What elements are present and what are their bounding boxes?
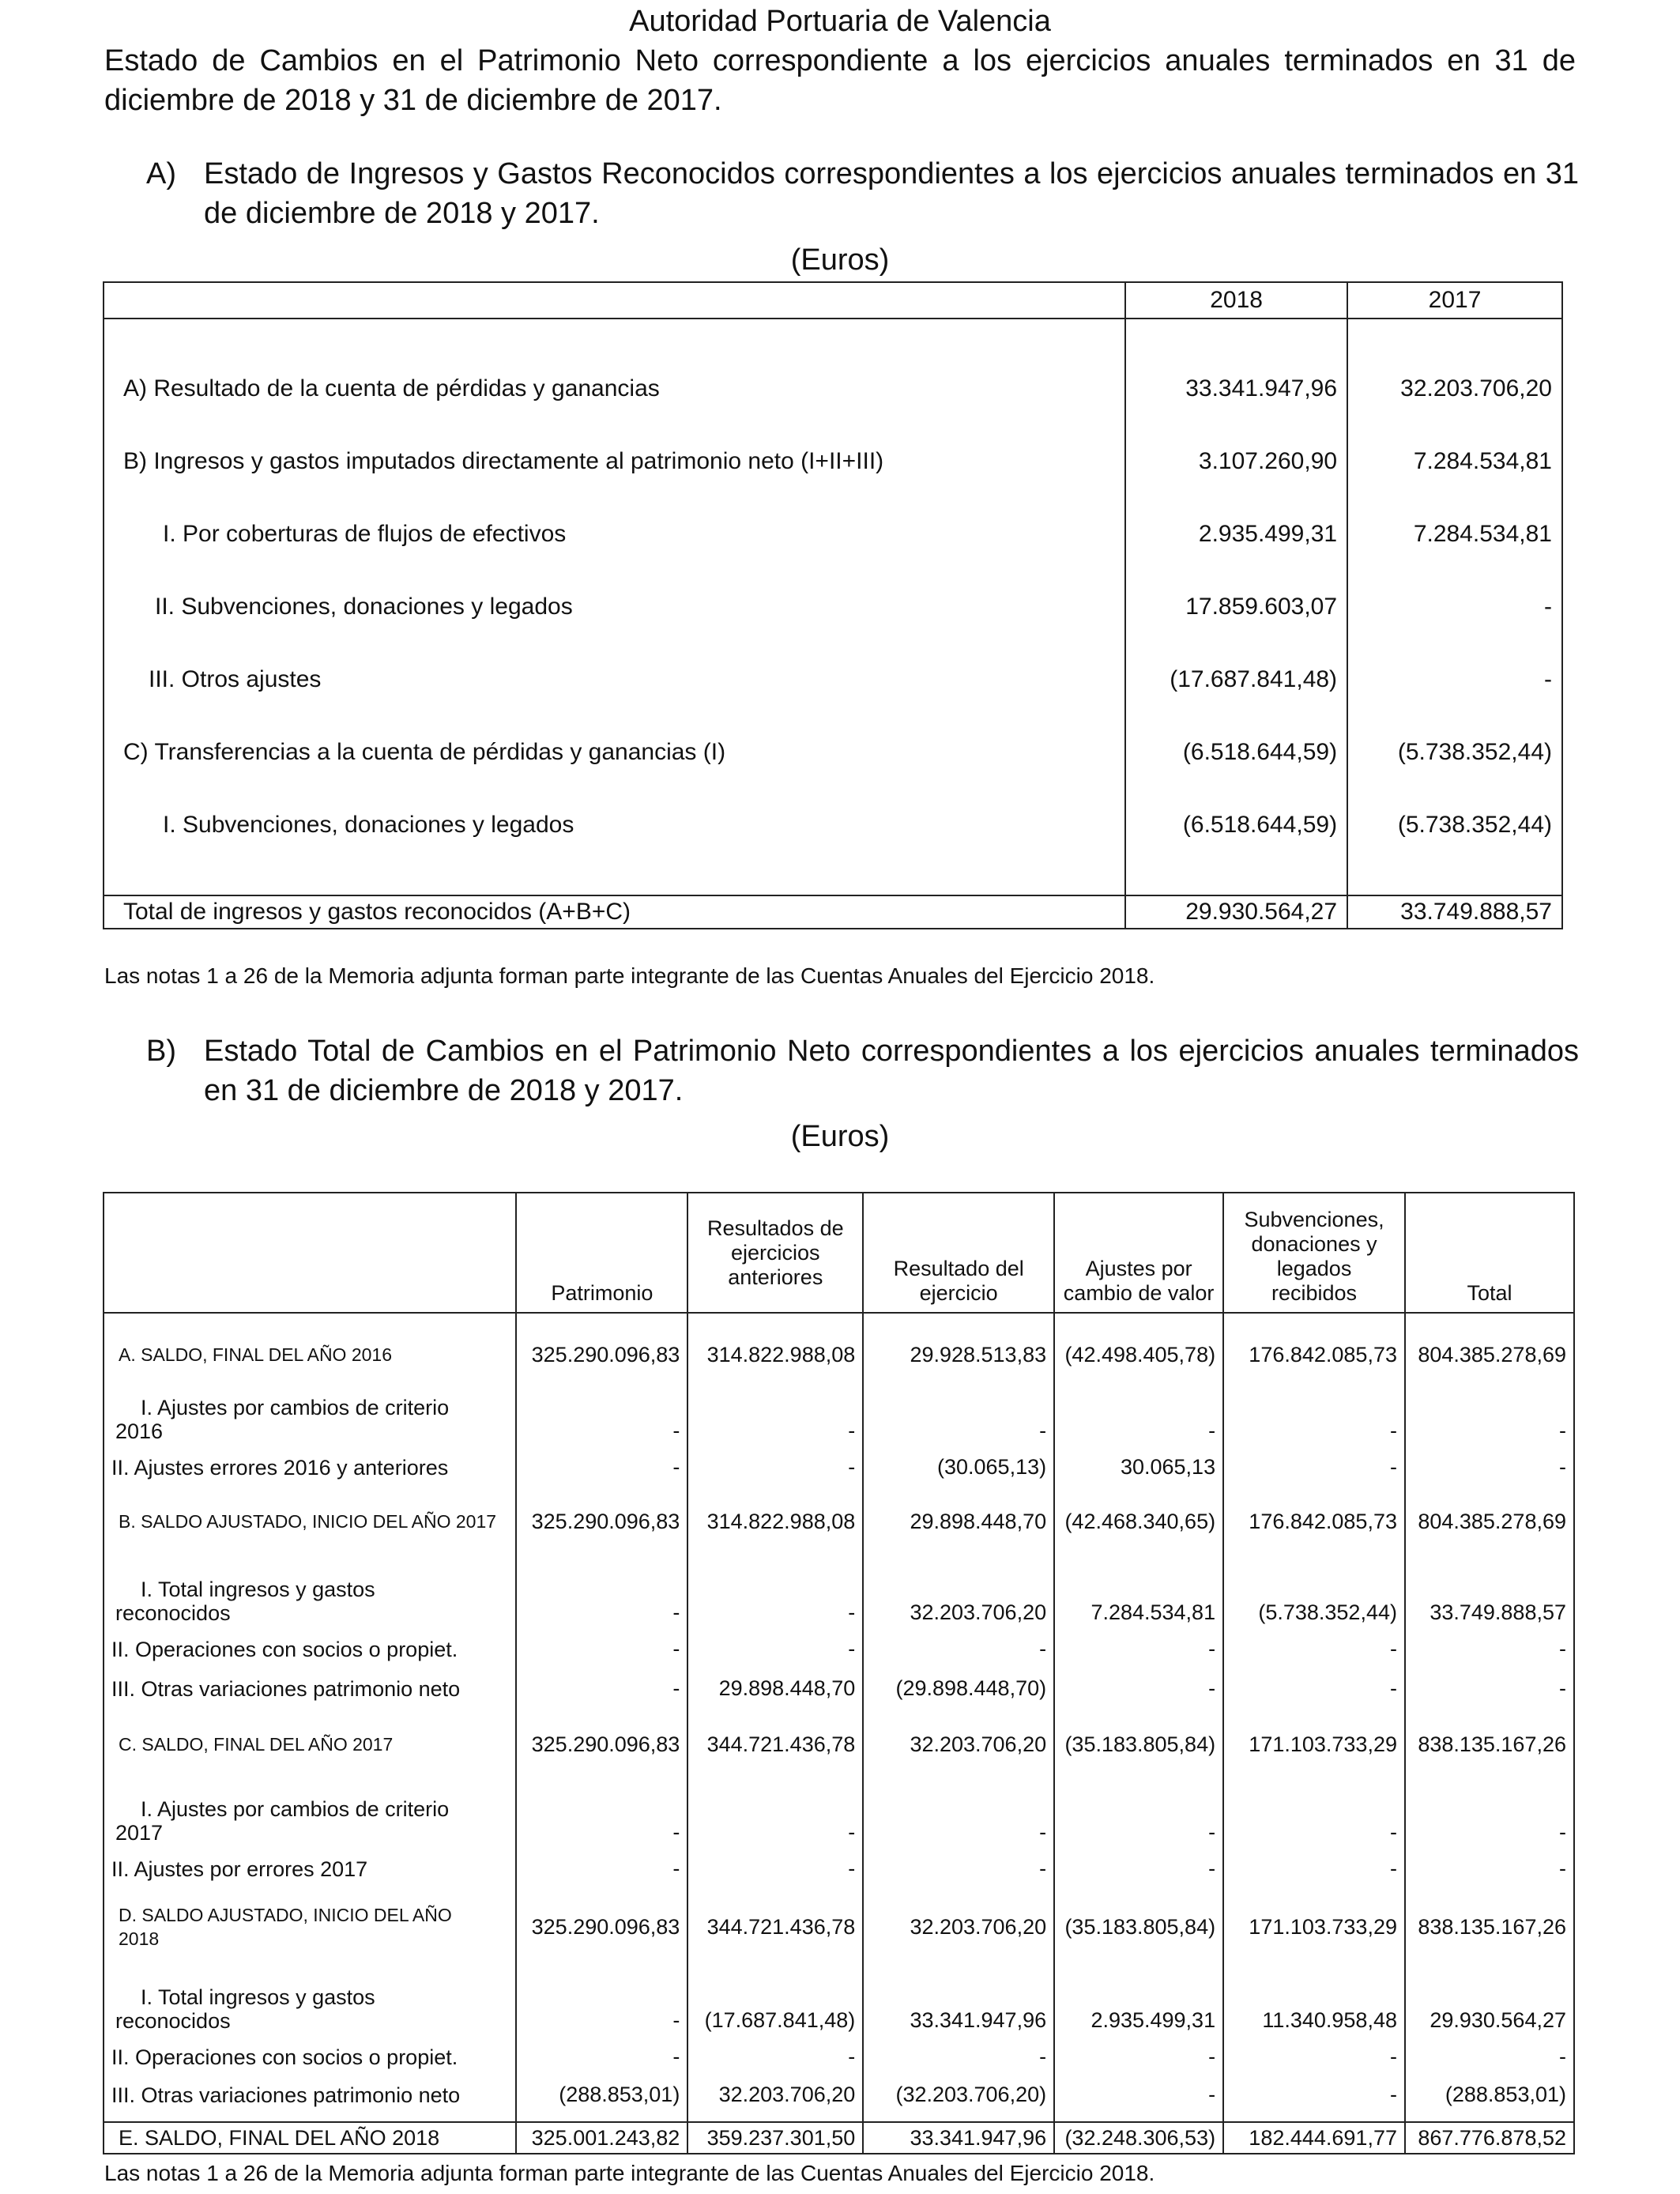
row-value: (35.183.805,84) [1054, 1886, 1223, 1968]
row-value: 32.203.706,20 [863, 1706, 1054, 1783]
row-label: B) Ingresos y gastos imputados directamente al patrimonio neto (I+II+III) [104, 425, 1125, 498]
table-row [104, 1968, 1574, 2038]
row-label: I. Total ingresos y gastos [141, 1985, 375, 2009]
header-ajustes-valor: Ajustes por cambio de valor [1054, 1193, 1223, 1313]
row-value: - [516, 1448, 687, 1484]
document-title: Estado de Cambios en el Patrimonio Neto correspondiente a los ejercicios anuales terminados en 31 de diciembre de 2018 y 31 de diciembre de 2017. [104, 44, 1576, 117]
row-value: - [1405, 1849, 1574, 1886]
row-value: - [1054, 1630, 1223, 1666]
row-value: - [1223, 1783, 1405, 1849]
row-value: 2.935.499,31 [1054, 1968, 1223, 2038]
row-value: 325.290.096,83 [516, 1484, 687, 1559]
row-value: - [863, 1783, 1054, 1849]
row-label: II. Operaciones con socios o propiet. [111, 2045, 458, 2069]
row-value: (288.853,01) [1405, 2074, 1574, 2112]
row-label-cell [104, 1323, 516, 1386]
row-value: - [687, 1849, 863, 1886]
row-value: 33.341.947,96 [863, 1968, 1054, 2038]
value-2018: 33.341.947,96 [1125, 352, 1347, 425]
row-value: - [1405, 1448, 1574, 1484]
row-label-cell [104, 1559, 516, 1630]
value-2017: (5.738.352,44) [1347, 716, 1562, 789]
header-resultado-ejercicio: Resultado del ejercicio [863, 1193, 1054, 1313]
total-value: (32.248.306,53) [1054, 2122, 1223, 2154]
row-label: II. Ajustes por errores 2017 [111, 1857, 368, 1881]
row-value: (30.065,13) [863, 1448, 1054, 1484]
row-value: - [863, 1386, 1054, 1448]
row-value: - [516, 1630, 687, 1666]
row-value: - [863, 1630, 1054, 1666]
row-value: - [516, 1559, 687, 1630]
row-value: (35.183.805,84) [1054, 1706, 1223, 1783]
total-value: 867.776.878,52 [1405, 2122, 1574, 2154]
row-value: 11.340.958,48 [1223, 1968, 1405, 2038]
section-a-title: Estado de Ingresos y Gastos Reconocidos correspondientes a los ejercicios anuales terminados en 31 de diciembre de 2018 y 2017. [204, 157, 1579, 230]
row-label-cell [104, 2038, 516, 2074]
row-value: 325.290.096,83 [516, 1886, 687, 1968]
row-value: (288.853,01) [516, 2074, 687, 2112]
header-label-cell [104, 282, 1125, 319]
row-value: - [687, 1386, 863, 1448]
row-value: 344.721.436,78 [687, 1886, 863, 1968]
row-label-cell [104, 1386, 516, 1448]
row-label-cell [104, 1630, 516, 1666]
row-value: 325.290.096,83 [516, 1323, 687, 1386]
row-value: - [687, 1630, 863, 1666]
row-value: 171.103.733,29 [1223, 1706, 1405, 1783]
row-value: 7.284.534,81 [1054, 1559, 1223, 1630]
equity-changes-table [103, 1192, 1575, 2154]
row-label-cell [104, 1886, 516, 1968]
organization-name: Autoridad Portuaria de Valencia [629, 5, 1051, 38]
row-value: - [687, 1448, 863, 1484]
value-2018: (17.687.841,48) [1125, 643, 1347, 716]
row-label: II. Operaciones con socios o propiet. [111, 1638, 458, 1661]
table-row [104, 425, 1562, 498]
row-value: - [1223, 1630, 1405, 1666]
income-expense-table [103, 281, 1563, 929]
value-2017: 7.284.534,81 [1347, 425, 1562, 498]
table-row [104, 2074, 1574, 2112]
row-value: 29.930.564,27 [1405, 1968, 1574, 2038]
row-value: 30.065,13 [1054, 1448, 1223, 1484]
row-value: (32.203.706,20) [863, 2074, 1054, 2112]
total-value: 359.237.301,50 [687, 2122, 863, 2154]
row-value: - [1405, 1666, 1574, 1706]
section-b-letter: B) [146, 1035, 176, 1068]
row-label: I. Ajustes por cambios de criterio [141, 1396, 450, 1419]
row-value: - [1054, 1849, 1223, 1886]
total-label: E. SALDO, FINAL DEL AÑO 2018 [104, 2122, 516, 2154]
row-label-continuation: reconocidos [115, 1601, 231, 1625]
value-2017: - [1347, 571, 1562, 643]
row-label: III. Otras variaciones patrimonio neto [111, 1677, 461, 1701]
header-patrimonio: Patrimonio [516, 1193, 687, 1313]
section-a-unit: (Euros) [790, 243, 890, 277]
value-2018: 17.859.603,07 [1125, 571, 1347, 643]
table-row [104, 1448, 1574, 1484]
row-value: - [1054, 1783, 1223, 1849]
row-value: 838.135.167,26 [1405, 1886, 1574, 1968]
row-value: 29.898.448,70 [863, 1484, 1054, 1559]
row-label-cell [104, 1706, 516, 1783]
row-value: - [1223, 1386, 1405, 1448]
row-label: I. Por coberturas de flujos de efectivos [104, 498, 1125, 571]
table-row [104, 1706, 1574, 1783]
value-2017: 7.284.534,81 [1347, 498, 1562, 571]
row-value: (17.687.841,48) [687, 1968, 863, 2038]
row-value: 32.203.706,20 [863, 1886, 1054, 1968]
row-value: - [1054, 2038, 1223, 2074]
row-value: - [1405, 1783, 1574, 1849]
header-resultados-anteriores: Resultados de ejercicios anteriores [687, 1193, 863, 1313]
section-b-note: Las notas 1 a 26 de la Memoria adjunta forman parte integrante de las Cuentas Anuales del Ejercicio 2018. [104, 2161, 1155, 2185]
section-a-note: Las notas 1 a 26 de la Memoria adjunta forman parte integrante de las Cuentas Anuales del Ejercicio 2018. [104, 963, 1155, 988]
table-row [104, 716, 1562, 789]
table-row [104, 2038, 1574, 2074]
table-row [104, 352, 1562, 425]
total-value: 325.001.243,82 [516, 2122, 687, 2154]
total-row [104, 895, 1562, 929]
row-value: - [687, 2038, 863, 2074]
total-2017: 33.749.888,57 [1347, 895, 1562, 929]
table-row [104, 643, 1562, 716]
row-value: - [516, 1849, 687, 1886]
row-value: 29.928.513,83 [863, 1323, 1054, 1386]
table-row [104, 1849, 1574, 1886]
row-label: D. SALDO AJUSTADO, INICIO DEL AÑO [119, 1905, 452, 1925]
total-2018: 29.930.564,27 [1125, 895, 1347, 929]
row-value: (29.898.448,70) [863, 1666, 1054, 1706]
row-value: - [687, 1783, 863, 1849]
row-label-cell [104, 2074, 516, 2112]
row-value: 314.822.988,08 [687, 1484, 863, 1559]
table-row [104, 1386, 1574, 1448]
row-value: - [516, 1783, 687, 1849]
row-label: III. Otros ajustes [104, 643, 1125, 716]
row-label-cell [104, 1666, 516, 1706]
table-header [104, 282, 1562, 319]
row-value: (42.468.340,65) [1054, 1484, 1223, 1559]
row-value: - [516, 1386, 687, 1448]
row-value: 32.203.706,20 [863, 1559, 1054, 1630]
row-value: - [687, 1559, 863, 1630]
table-row [104, 1666, 1574, 1706]
total-value: 33.341.947,96 [863, 2122, 1054, 2154]
row-label: A) Resultado de la cuenta de pérdidas y ganancias [104, 352, 1125, 425]
total-row [104, 2122, 1574, 2154]
row-value: - [1054, 2074, 1223, 2112]
row-label-cell [104, 1783, 516, 1849]
header-label-cell [104, 1193, 516, 1313]
row-value: - [1223, 1849, 1405, 1886]
row-value: - [1223, 1448, 1405, 1484]
row-value: - [863, 2038, 1054, 2074]
table-row [104, 498, 1562, 571]
value-2018: (6.518.644,59) [1125, 789, 1347, 861]
table-header [104, 1193, 1574, 1313]
row-value: - [1223, 2074, 1405, 2112]
header-2018: 2018 [1125, 282, 1347, 319]
row-value: 176.842.085,73 [1223, 1323, 1405, 1386]
row-value: - [863, 1849, 1054, 1886]
row-value: - [1405, 2038, 1574, 2074]
row-label: I. Ajustes por cambios de criterio [141, 1797, 450, 1821]
row-label: B. SALDO AJUSTADO, INICIO DEL AÑO 2017 [119, 1511, 497, 1532]
table-row [104, 1484, 1574, 1559]
table-row [104, 1886, 1574, 1968]
row-value: - [1223, 1666, 1405, 1706]
total-label: Total de ingresos y gastos reconocidos (A+B+C) [104, 895, 1125, 929]
row-value: (5.738.352,44) [1223, 1559, 1405, 1630]
row-value: - [1405, 1386, 1574, 1448]
section-b-unit: (Euros) [790, 1120, 890, 1153]
header-2017: 2017 [1347, 282, 1562, 319]
row-label-cell [104, 1448, 516, 1484]
header-subvenciones: Subvenciones, donaciones y legados recibidos [1223, 1193, 1405, 1313]
row-value: - [1405, 1630, 1574, 1666]
total-value: 182.444.691,77 [1223, 2122, 1405, 2154]
row-label-cell [104, 1849, 516, 1886]
row-value: 33.749.888,57 [1405, 1559, 1574, 1630]
row-label-continuation: 2017 [115, 1821, 164, 1845]
row-value: - [1054, 1386, 1223, 1448]
row-label: I. Subvenciones, donaciones y legados [104, 789, 1125, 861]
section-a-letter: A) [146, 157, 176, 190]
value-2017: (5.738.352,44) [1347, 789, 1562, 861]
row-value: - [516, 1968, 687, 2038]
value-2018: 2.935.499,31 [1125, 498, 1347, 571]
row-value: 171.103.733,29 [1223, 1886, 1405, 1968]
row-value: 344.721.436,78 [687, 1706, 863, 1783]
table-row [104, 571, 1562, 643]
row-value: 804.385.278,69 [1405, 1484, 1574, 1559]
row-label-cell [104, 1484, 516, 1559]
row-value: - [1054, 1666, 1223, 1706]
header-total: Total [1405, 1193, 1574, 1313]
value-2017: 32.203.706,20 [1347, 352, 1562, 425]
row-value: - [516, 1666, 687, 1706]
row-value: 838.135.167,26 [1405, 1706, 1574, 1783]
row-label: C. SALDO, FINAL DEL AÑO 2017 [119, 1734, 394, 1755]
row-value: - [1223, 2038, 1405, 2074]
table-row [104, 1783, 1574, 1849]
row-label: C) Transferencias a la cuenta de pérdidas y ganancias (I) [104, 716, 1125, 789]
section-b-title: Estado Total de Cambios en el Patrimonio Neto correspondientes a los ejercicios anuales terminados en 31 de diciembre de 2018 y 2017. [204, 1035, 1579, 1107]
table-row [104, 1323, 1574, 1386]
value-2018: (6.518.644,59) [1125, 716, 1347, 789]
row-label: II. Subvenciones, donaciones y legados [104, 571, 1125, 643]
row-value: 176.842.085,73 [1223, 1484, 1405, 1559]
table-row [104, 1630, 1574, 1666]
row-label-cell [104, 1968, 516, 2038]
row-label-continuation: 2016 [115, 1419, 164, 1443]
row-value: 325.290.096,83 [516, 1706, 687, 1783]
row-label-continuation: reconocidos [115, 2009, 231, 2033]
row-value: 29.898.448,70 [687, 1666, 863, 1706]
row-value: (42.498.405,78) [1054, 1323, 1223, 1386]
table-row [104, 1559, 1574, 1630]
row-label: II. Ajustes errores 2016 y anteriores [111, 1456, 449, 1480]
table-row [104, 789, 1562, 861]
row-value: - [516, 2038, 687, 2074]
row-label-continuation: 2018 [119, 1928, 160, 1949]
value-2018: 3.107.260,90 [1125, 425, 1347, 498]
row-label: III. Otras variaciones patrimonio neto [111, 2083, 461, 2107]
row-label: A. SALDO, FINAL DEL AÑO 2016 [119, 1344, 392, 1365]
value-2017: - [1347, 643, 1562, 716]
row-value: 804.385.278,69 [1405, 1323, 1574, 1386]
row-label: I. Total ingresos y gastos [141, 1578, 375, 1601]
row-value: 314.822.988,08 [687, 1323, 863, 1386]
row-value: 32.203.706,20 [687, 2074, 863, 2112]
